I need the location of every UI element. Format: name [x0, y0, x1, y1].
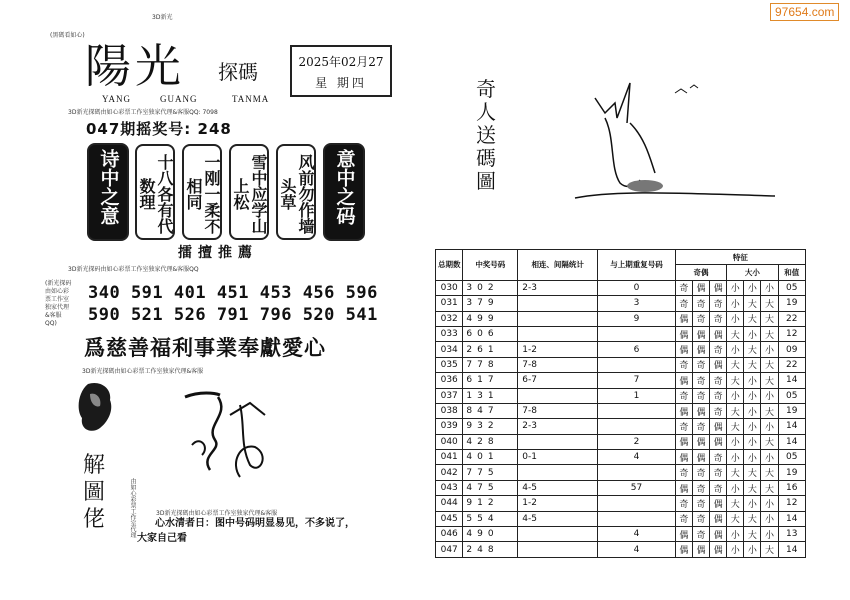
cell-big-small-3: 小 — [761, 450, 778, 465]
th-consecutive: 相连、间隔统计 — [518, 250, 598, 281]
table-row — [436, 542, 806, 557]
cell-number: 302 — [463, 280, 518, 295]
cell-big-small-2: 大 — [744, 342, 761, 357]
cell-period: 030 — [436, 280, 463, 295]
cell-number: 932 — [463, 419, 518, 434]
cell-big-small-1: 大 — [727, 496, 744, 511]
cell-number: 490 — [463, 527, 518, 542]
cell-big-small-2: 小 — [744, 434, 761, 449]
cell-odd-even-3: 偶 — [710, 496, 727, 511]
cell-big-small-1: 小 — [727, 450, 744, 465]
cell-odd-even-1: 偶 — [675, 403, 692, 418]
poem-box-3 — [182, 144, 222, 240]
cell-odd-even-3: 偶 — [710, 542, 727, 557]
cell-period: 035 — [436, 357, 463, 372]
cell-odd-even-1: 奇 — [675, 296, 692, 311]
cell-consecutive — [518, 326, 598, 341]
brand-logo: 陽光 — [85, 39, 185, 93]
cell-number: 617 — [463, 373, 518, 388]
cell-period: 045 — [436, 511, 463, 526]
cell-big-small-3: 大 — [761, 311, 778, 326]
poem-text: 一刚一柔不相同 — [184, 154, 221, 234]
cell-number: 554 — [463, 511, 518, 526]
cell-sum: 14 — [778, 434, 805, 449]
cell-odd-even-3: 奇 — [710, 311, 727, 326]
cell-consecutive — [518, 465, 598, 480]
cell-big-small-2: 大 — [744, 480, 761, 495]
cell-odd-even-3: 偶 — [710, 326, 727, 341]
cell-odd-even-2: 奇 — [692, 419, 709, 434]
cell-sum: 14 — [778, 419, 805, 434]
cell-repeat — [598, 326, 676, 341]
cell-period: 034 — [436, 342, 463, 357]
jie-tu-lao: 解圖佬 — [83, 453, 106, 532]
cell-odd-even-3: 偶 — [710, 419, 727, 434]
cell-period: 039 — [436, 419, 463, 434]
cell-odd-even-2: 奇 — [692, 296, 709, 311]
cell-sum: 05 — [778, 280, 805, 295]
table-row — [436, 388, 806, 403]
cell-consecutive: 1-2 — [518, 342, 598, 357]
cell-big-small-2: 小 — [744, 403, 761, 418]
table-row — [436, 326, 806, 341]
cell-odd-even-1: 偶 — [675, 311, 692, 326]
cell-number: 847 — [463, 403, 518, 418]
th-number: 中奖号码 — [463, 250, 518, 281]
cell-sum: 14 — [778, 373, 805, 388]
poem-text: 雪中应学山上松 — [231, 154, 268, 234]
cell-consecutive — [518, 296, 598, 311]
cell-repeat: 4 — [598, 542, 676, 557]
cell-big-small-2: 小 — [744, 450, 761, 465]
cell-odd-even-3: 奇 — [710, 465, 727, 480]
poem-text: 诗中之意 — [97, 149, 120, 225]
cell-period: 041 — [436, 450, 463, 465]
table-row — [436, 419, 806, 434]
cell-big-small-1: 小 — [727, 388, 744, 403]
charity-slogan: 爲慈善福利事業奉獻愛心 — [84, 335, 326, 360]
cell-repeat: 4 — [598, 450, 676, 465]
cell-big-small-2: 小 — [744, 542, 761, 557]
cell-odd-even-2: 偶 — [692, 326, 709, 341]
cell-big-small-1: 大 — [727, 403, 744, 418]
cell-odd-even-3: 奇 — [710, 373, 727, 388]
cell-big-small-1: 小 — [727, 342, 744, 357]
roman-yang: YANG — [102, 94, 132, 104]
cell-consecutive — [518, 542, 598, 557]
cell-odd-even-2: 偶 — [692, 280, 709, 295]
number-row-2: 590 521 526 791 796 520 541 — [88, 305, 378, 325]
portrait-image — [70, 378, 120, 438]
cell-odd-even-1: 奇 — [675, 496, 692, 511]
cell-big-small-3: 小 — [761, 280, 778, 295]
cell-big-small-3: 大 — [761, 434, 778, 449]
table-row — [436, 511, 806, 526]
cell-big-small-3: 大 — [761, 480, 778, 495]
number-row-1: 340 591 401 451 453 456 596 — [88, 283, 378, 303]
cell-number: 131 — [463, 388, 518, 403]
poem-box-5 — [276, 144, 316, 240]
cell-number: 401 — [463, 450, 518, 465]
cell-big-small-2: 大 — [744, 296, 761, 311]
table-row — [436, 403, 806, 418]
cell-repeat — [598, 357, 676, 372]
cell-consecutive: 1-2 — [518, 496, 598, 511]
cell-big-small-3: 大 — [761, 465, 778, 480]
cell-repeat: 1 — [598, 388, 676, 403]
cell-number: 261 — [463, 342, 518, 357]
caption — [137, 516, 355, 546]
cell-sum: 12 — [778, 326, 805, 341]
table-row — [436, 480, 806, 495]
cell-consecutive — [518, 388, 598, 403]
table-row — [436, 311, 806, 326]
cell-repeat — [598, 403, 676, 418]
cell-odd-even-3: 偶 — [710, 434, 727, 449]
table-row — [436, 434, 806, 449]
cell-big-small-3: 小 — [761, 496, 778, 511]
cell-repeat: 57 — [598, 480, 676, 495]
cell-consecutive: 7-8 — [518, 357, 598, 372]
cell-big-small-2: 小 — [744, 326, 761, 341]
cell-sum: 19 — [778, 403, 805, 418]
date-box — [290, 45, 392, 97]
cell-repeat: 9 — [598, 311, 676, 326]
cell-repeat: 0 — [598, 280, 676, 295]
cell-period: 036 — [436, 373, 463, 388]
cell-big-small-2: 大 — [744, 465, 761, 480]
cell-odd-even-2: 奇 — [692, 357, 709, 372]
cell-number: 606 — [463, 326, 518, 341]
cell-odd-even-2: 偶 — [692, 342, 709, 357]
caption-line-1: 心水清者日：图中号码明显易见，不多说了， — [155, 518, 355, 529]
cell-big-small-3: 小 — [761, 527, 778, 542]
cell-repeat: 4 — [598, 527, 676, 542]
th-sum: 和值 — [778, 265, 805, 280]
cell-big-small-2: 大 — [744, 311, 761, 326]
poem-box-4 — [229, 144, 269, 240]
cell-odd-even-2: 奇 — [692, 373, 709, 388]
roman-tanma: TANMA — [232, 94, 270, 104]
cell-odd-even-2: 偶 — [692, 542, 709, 557]
table-row — [436, 465, 806, 480]
cell-big-small-1: 小 — [727, 311, 744, 326]
poem-text: 风前勿作墙头草 — [278, 154, 315, 234]
cell-big-small-3: 大 — [761, 357, 778, 372]
cell-period: 046 — [436, 527, 463, 542]
cell-odd-even-2: 奇 — [692, 527, 709, 542]
cell-number: 499 — [463, 311, 518, 326]
cell-big-small-1: 大 — [727, 357, 744, 372]
cell-odd-even-3: 奇 — [710, 342, 727, 357]
cell-number: 379 — [463, 296, 518, 311]
cell-odd-even-1: 奇 — [675, 280, 692, 295]
cell-odd-even-1: 偶 — [675, 450, 692, 465]
cell-odd-even-3: 奇 — [710, 480, 727, 495]
cell-odd-even-1: 偶 — [675, 373, 692, 388]
brand-small-left: (黑碼看如心) — [50, 32, 85, 39]
th-big-small: 大小 — [727, 265, 778, 280]
poem-text: 意中之码 — [333, 149, 356, 225]
cell-big-small-2: 小 — [744, 496, 761, 511]
cell-period: 037 — [436, 388, 463, 403]
cell-number: 428 — [463, 434, 518, 449]
cell-number: 778 — [463, 357, 518, 372]
note-vertical: 由如心彩票工作室代理 — [129, 478, 136, 538]
cell-big-small-1: 小 — [727, 527, 744, 542]
table-row — [436, 527, 806, 542]
note-under-recommend: 3D新光探码由如心彩票工作室独家代理&客服QQ — [68, 266, 199, 273]
cell-big-small-3: 小 — [761, 511, 778, 526]
cell-period: 047 — [436, 542, 463, 557]
cell-odd-even-3: 偶 — [710, 511, 727, 526]
qiren-sketch — [555, 78, 805, 218]
cell-big-small-1: 大 — [727, 373, 744, 388]
cell-consecutive — [518, 311, 598, 326]
cell-sum: 19 — [778, 465, 805, 480]
weekday-text: 星 期四 — [315, 76, 367, 90]
table-row — [436, 496, 806, 511]
history-table — [435, 249, 806, 558]
cell-consecutive: 6-7 — [518, 373, 598, 388]
brand-suffix: 探碼 — [218, 60, 258, 84]
cell-period: 042 — [436, 465, 463, 480]
cell-big-small-1: 小 — [727, 296, 744, 311]
cell-big-small-3: 大 — [761, 403, 778, 418]
cell-big-small-1: 大 — [727, 419, 744, 434]
cell-number: 475 — [463, 480, 518, 495]
cell-sum: 05 — [778, 450, 805, 465]
cell-consecutive: 4-5 — [518, 480, 598, 495]
cell-odd-even-2: 奇 — [692, 388, 709, 403]
cell-odd-even-1: 偶 — [675, 480, 692, 495]
th-repeat: 与上期重复号码 — [598, 250, 676, 281]
cell-number: 248 — [463, 542, 518, 557]
recommend-title: 擂擅推薦 — [178, 245, 258, 261]
cell-sum: 05 — [778, 388, 805, 403]
cell-odd-even-3: 奇 — [710, 450, 727, 465]
cell-big-small-2: 大 — [744, 511, 761, 526]
caption-line-2: 大家自己看 — [137, 533, 187, 544]
table-row — [436, 280, 806, 295]
cell-odd-even-1: 奇 — [675, 419, 692, 434]
cell-period: 033 — [436, 326, 463, 341]
note-under-slogan: 3D新光探碼由如心彩票工作室独家代理&客服 — [82, 368, 204, 375]
roman-guang: GUANG — [160, 94, 198, 104]
cell-big-small-3: 大 — [761, 373, 778, 388]
cell-sum: 14 — [778, 511, 805, 526]
th-period: 总期数 — [436, 250, 463, 281]
cell-big-small-1: 小 — [727, 280, 744, 295]
cell-repeat — [598, 496, 676, 511]
th-odd-even: 奇偶 — [675, 265, 726, 280]
cell-repeat: 7 — [598, 373, 676, 388]
cell-big-small-1: 大 — [727, 326, 744, 341]
cell-odd-even-1: 偶 — [675, 434, 692, 449]
cell-number: 775 — [463, 465, 518, 480]
cell-consecutive — [518, 434, 598, 449]
cell-big-small-2: 小 — [744, 388, 761, 403]
cell-big-small-3: 大 — [761, 326, 778, 341]
cell-odd-even-1: 偶 — [675, 542, 692, 557]
poem-box-1 — [87, 143, 129, 241]
cell-sum: 22 — [778, 311, 805, 326]
cell-consecutive: 2-3 — [518, 280, 598, 295]
cell-repeat — [598, 465, 676, 480]
cell-big-small-3: 大 — [761, 542, 778, 557]
cell-number: 912 — [463, 496, 518, 511]
cell-odd-even-2: 偶 — [692, 434, 709, 449]
cell-big-small-3: 大 — [761, 296, 778, 311]
table-row — [436, 357, 806, 372]
table-row — [436, 450, 806, 465]
contact-line: 3D新光探碼由如心彩票工作室独家代理&客服QQ: 7098 — [68, 109, 218, 116]
cell-big-small-2: 小 — [744, 373, 761, 388]
cell-consecutive — [518, 527, 598, 542]
cell-big-small-2: 大 — [744, 357, 761, 372]
cell-odd-even-2: 偶 — [692, 450, 709, 465]
cell-period: 040 — [436, 434, 463, 449]
cell-consecutive: 0-1 — [518, 450, 598, 465]
poem-box-6 — [323, 143, 365, 241]
table-row — [436, 296, 806, 311]
cell-consecutive: 2-3 — [518, 419, 598, 434]
brand-small-right: 3D新光 — [152, 14, 173, 21]
date-text: 2025年02月27 — [298, 55, 384, 69]
poem-box-2 — [135, 144, 175, 240]
cell-big-small-3: 小 — [761, 388, 778, 403]
cell-odd-even-1: 偶 — [675, 342, 692, 357]
th-feature: 特征 — [675, 250, 805, 265]
cell-sum: 14 — [778, 542, 805, 557]
cell-odd-even-1: 奇 — [675, 465, 692, 480]
cell-consecutive: 7-8 — [518, 403, 598, 418]
cell-repeat — [598, 419, 676, 434]
cell-sum: 12 — [778, 496, 805, 511]
cell-odd-even-3: 偶 — [710, 527, 727, 542]
cell-big-small-1: 小 — [727, 542, 744, 557]
cell-odd-even-2: 奇 — [692, 480, 709, 495]
cell-big-small-2: 小 — [744, 419, 761, 434]
cell-odd-even-2: 奇 — [692, 496, 709, 511]
cell-odd-even-1: 奇 — [675, 357, 692, 372]
cell-period: 043 — [436, 480, 463, 495]
cell-odd-even-1: 偶 — [675, 326, 692, 341]
cell-big-small-1: 小 — [727, 480, 744, 495]
cell-big-small-2: 大 — [744, 527, 761, 542]
cell-repeat: 2 — [598, 434, 676, 449]
cell-period: 031 — [436, 296, 463, 311]
cell-big-small-3: 小 — [761, 342, 778, 357]
cell-sum: 13 — [778, 527, 805, 542]
cell-odd-even-3: 奇 — [710, 296, 727, 311]
poem-text: 十八各有代数理 — [137, 154, 174, 234]
side-note-left: (新光探码由如心彩票工作室独家代理&客服QQ) — [45, 280, 72, 327]
cell-sum: 09 — [778, 342, 805, 357]
note-lower: 3D新光探碼由如心彩票工作室独家代理&客服 — [156, 510, 278, 517]
cell-odd-even-2: 奇 — [692, 311, 709, 326]
table-row — [436, 373, 806, 388]
cell-repeat — [598, 511, 676, 526]
cell-sum: 22 — [778, 357, 805, 372]
cell-odd-even-2: 奇 — [692, 511, 709, 526]
cell-big-small-2: 小 — [744, 280, 761, 295]
cell-odd-even-3: 奇 — [710, 388, 727, 403]
cell-odd-even-2: 偶 — [692, 403, 709, 418]
cell-odd-even-1: 偶 — [675, 527, 692, 542]
cell-odd-even-3: 奇 — [710, 403, 727, 418]
prize-line: 047期摇奖号: 248 — [86, 120, 232, 138]
cell-big-small-3: 小 — [761, 419, 778, 434]
qiren-title: 奇人送碼圖 — [476, 77, 496, 193]
cell-repeat: 6 — [598, 342, 676, 357]
cell-odd-even-2: 奇 — [692, 465, 709, 480]
site-watermark[interactable]: 97654.com — [770, 3, 839, 21]
cell-sum: 16 — [778, 480, 805, 495]
cell-period: 044 — [436, 496, 463, 511]
cell-odd-even-3: 偶 — [710, 357, 727, 372]
cell-big-small-1: 大 — [727, 465, 744, 480]
cell-consecutive: 4-5 — [518, 511, 598, 526]
cell-period: 038 — [436, 403, 463, 418]
cell-odd-even-1: 奇 — [675, 388, 692, 403]
hint-sketch — [170, 385, 300, 485]
cell-period: 032 — [436, 311, 463, 326]
table-row — [436, 342, 806, 357]
cell-odd-even-3: 偶 — [710, 280, 727, 295]
cell-odd-even-1: 奇 — [675, 511, 692, 526]
cell-big-small-1: 大 — [727, 511, 744, 526]
cell-repeat: 3 — [598, 296, 676, 311]
cell-big-small-1: 小 — [727, 434, 744, 449]
cell-sum: 19 — [778, 296, 805, 311]
